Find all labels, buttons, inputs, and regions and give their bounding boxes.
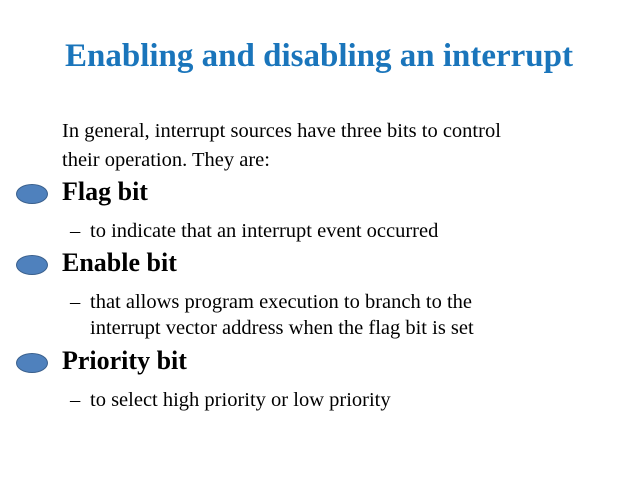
dash-icon: – <box>70 291 81 313</box>
dash-icon: – <box>70 389 81 411</box>
bullet-enable-bit: Enable bit <box>62 248 177 277</box>
bullet-flag-bit: Flag bit <box>62 177 148 206</box>
sub-text: to select high priority or low priority <box>90 389 391 411</box>
sub-text-line-1: that allows program execution to branch to the <box>90 291 472 313</box>
sub-text: to indicate that an interrupt event occurred <box>90 220 439 242</box>
bullet-dot-icon <box>16 184 48 204</box>
bullet-dot-icon <box>16 353 48 373</box>
slide-title: Enabling and disabling an interrupt <box>64 38 574 74</box>
sub-item-enable-bit <box>70 289 474 341</box>
bullet-dot-icon <box>16 255 48 275</box>
intro-text <box>62 117 622 175</box>
sub-text-line-2: interrupt vector address when the flag bit is set <box>90 317 474 339</box>
intro-line-1: In general, interrupt sources have three bits to control <box>62 120 501 142</box>
sub-item-flag-bit <box>70 218 438 244</box>
sub-text <box>90 289 474 341</box>
bullet-priority-bit: Priority bit <box>62 346 187 375</box>
dash-icon: – <box>70 220 81 242</box>
intro-line-2: their operation. They are: <box>62 149 270 171</box>
sub-item-priority-bit <box>70 387 391 413</box>
